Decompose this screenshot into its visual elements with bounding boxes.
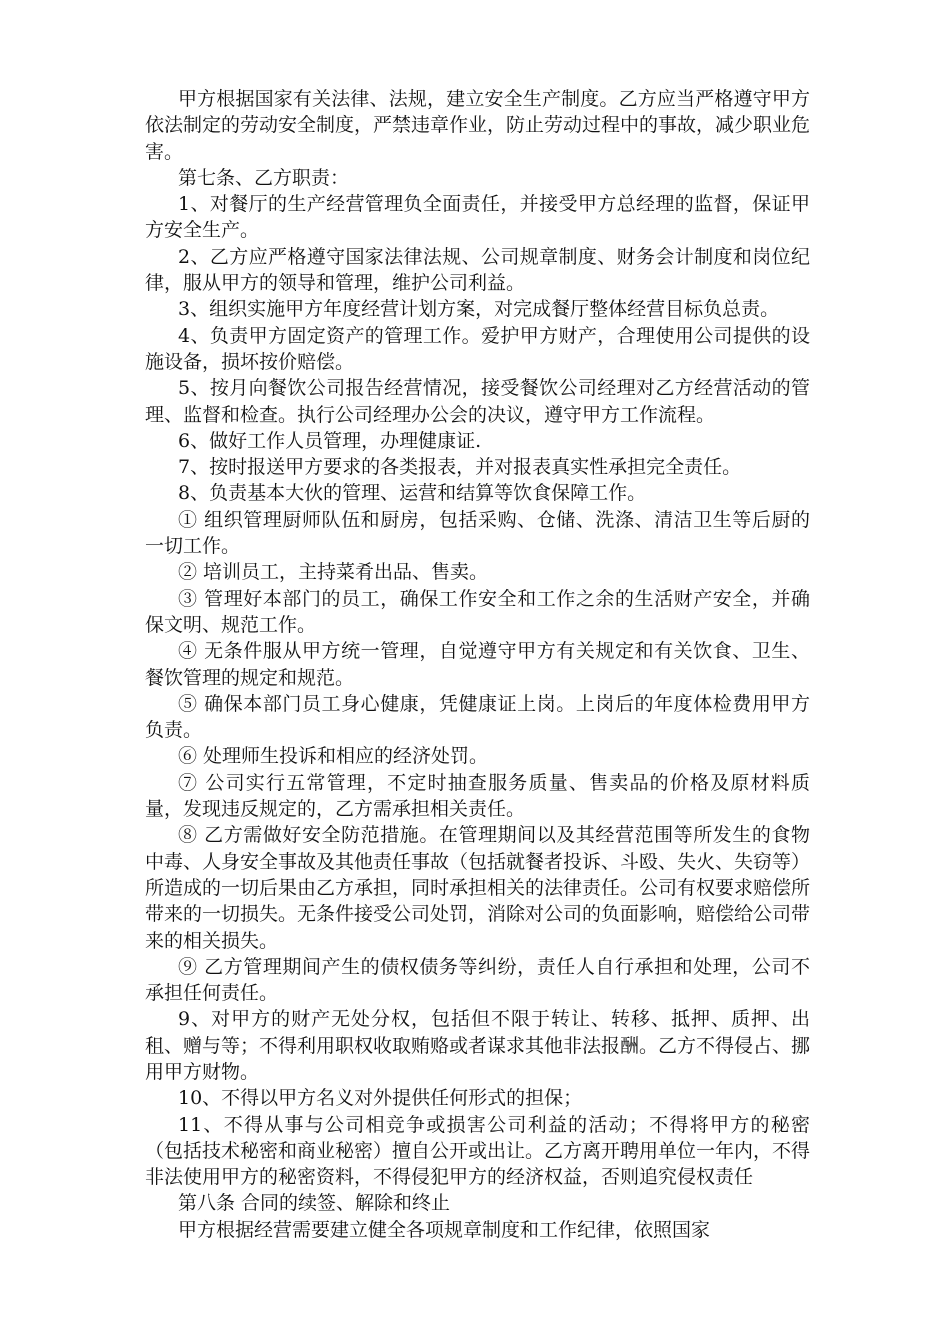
document-body — [145, 86, 810, 1243]
clause-9: 9、对甲方的财产无处分权，包括但不限于转让、转移、抵押、质押、出租、赠与等；不得利用职权收取贿赂或者谋求其他非法报酬。乙方不得侵占、挪用甲方财物。 — [145, 1008, 811, 1083]
clause-4: 4、负责甲方固定资产的管理工作。爱护甲方财产，合理使用公司提供的设施设备，损坏按价赔偿。 — [145, 324, 810, 373]
clause-7: 7、按时报送甲方要求的各类报表，并对报表真实性承担完全责任。 — [178, 456, 742, 479]
sub-item-9: ⑨ 乙方管理期间产生的债权债务等纠纷，责任人自行承担和处理，公司不承担任何责任。 — [145, 955, 810, 1005]
heading-article-8: 第八条 合同的续签、解除和终止 — [178, 1192, 451, 1215]
sub-item-7: ⑦ 公司实行五常管理，不定时抽查服务质量、售卖品的价格及原材料质量，发现违反规定的，乙方需承担相关责任。 — [145, 771, 810, 821]
clause-2: 2、乙方应严格遵守国家法律法规、公司规章制度、财务会计制度和岗位纪律，服从甲方的领导和管理，维护公司利益。 — [145, 245, 810, 295]
clause-11: 11、不得从事与公司相竞争或损害公司利益的活动；不得将甲方的秘密（包括技术秘密和商业秘密）擅自公开或出让。乙方离开聘用单位一年内，不得非法使用甲方的秘密资料，不得侵犯甲方的经济权益，否则追究侵权责任 — [145, 1113, 811, 1189]
clause-5: 5、按月向餐饮公司报告经营情况，接受餐饮公司经理对乙方经营活动的管理、监督和检查。执行公司经理办公会的决议，遵守甲方工作流程。 — [145, 377, 810, 426]
sub-item-8: ⑧ 乙方需做好安全防范措施。在管理期间以及其经营范围等所发生的食物中毒、人身安全事故及其他责任事故（包括就餐者投诉、斗殴、失火、失窃等）所造成的一切后果由乙方承担，同时承担相关的法律责任。公司有权要求赔偿所带来的一切损失。无条件接受公司处罚，消除对公司的负面影响，赔偿给公司带来的相关损失。 — [145, 824, 811, 952]
sub-item-2: ② 培训员工，主持菜肴出品、售卖。 — [178, 561, 489, 584]
sub-item-3: ③ 管理好本部门的员工，确保工作安全和工作之余的生活财产安全，并确保文明、规范工作。 — [145, 587, 810, 636]
clause-6: 6、做好工作人员管理，办理健康证. — [178, 429, 482, 452]
paragraph-safety-system: 甲方根据国家有关法律、法规，建立安全生产制度。乙方应当严格遵守甲方依法制定的劳动安全制度，严禁违章作业，防止劳动过程中的事故，减少职业危害。 — [145, 88, 811, 163]
sub-item-6: ⑥ 处理师生投诉和相应的经济处罚。 — [178, 745, 489, 768]
paragraph-rules-system: 甲方根据经营需要建立健全各项规章制度和工作纪律，依照国家 — [178, 1218, 711, 1241]
clause-3: 3、组织实施甲方年度经营计划方案，对完成餐厅整体经营目标负总责。 — [178, 298, 780, 321]
sub-item-1: ① 组织管理厨师队伍和厨房，包括采购、仓储、洗涤、清洁卫生等后厨的一切工作。 — [145, 508, 810, 558]
sub-item-4: ④ 无条件服从甲方统一管理，自觉遵守甲方有关规定和有关饮食、卫生、餐饮管理的规定和规范。 — [145, 640, 810, 689]
clause-1: 1、对餐厅的生产经营管理负全面责任，并接受甲方总经理的监督，保证甲方安全生产。 — [145, 193, 810, 242]
clause-8: 8、负责基本大伙的管理、运营和结算等饮食保障工作。 — [178, 482, 647, 505]
sub-item-5: ⑤ 确保本部门员工身心健康，凭健康证上岗。上岗后的年度体检费用甲方负责。 — [145, 692, 810, 742]
heading-article-7: 第七条、乙方职责： — [178, 166, 350, 189]
clause-10: 10、不得以甲方名义对外提供任何形式的担保； — [178, 1087, 583, 1110]
